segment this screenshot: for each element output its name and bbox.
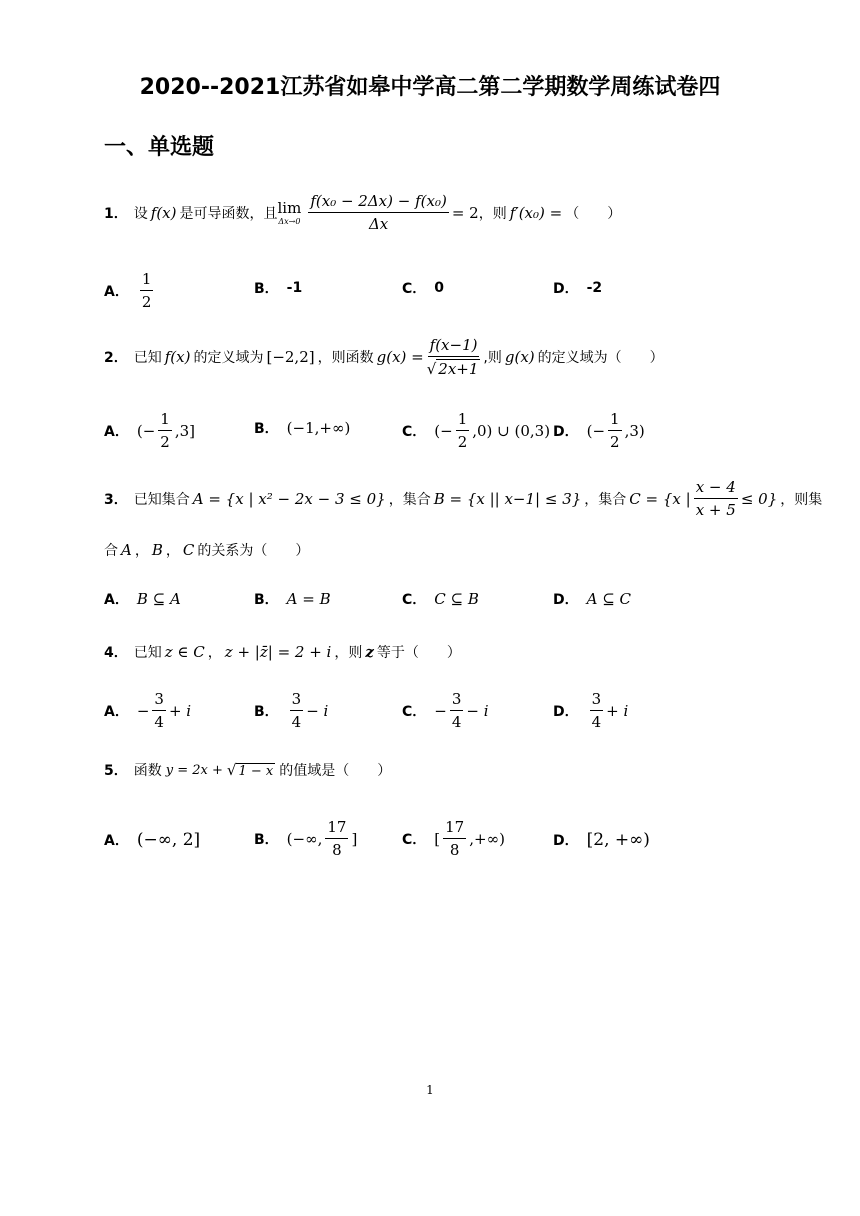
question-number: 4． — [104, 645, 128, 661]
q5-option-c[interactable]: C． [ $\frac{17}{8}$ ,+∞) — [402, 818, 505, 859]
question-3-line-2: 合 A ， B ， C 的关系为（ ） — [104, 541, 310, 559]
question-number: 5． — [104, 763, 128, 779]
q5-text-2: 的值域是（ ） — [279, 763, 392, 779]
q1-fx: f(x) — [150, 203, 177, 222]
q2-option-d[interactable]: D． (− $\frac{1}{2}$ ,3) — [553, 410, 645, 451]
q2-text-5: 的定义域为（ ） — [537, 350, 664, 366]
q1-blank: （ ） — [565, 205, 622, 222]
question-2 — [104, 336, 664, 378]
q1-option-a-fraction: $\frac{1}{2}$ — [141, 270, 152, 311]
q5-function: y = 2x + — [165, 762, 223, 778]
question-5 — [104, 760, 391, 780]
q3-text-2: ，集合 — [388, 491, 431, 508]
q2-gx-2: g(x) — [504, 348, 535, 366]
q2-text: 已知 — [133, 350, 162, 366]
question-3 — [104, 478, 822, 519]
q2-option-c-fraction: $\frac{1}{2}$ — [457, 410, 468, 451]
q2-option-d-fraction: $\frac{1}{2}$ — [610, 410, 620, 451]
q4-option-a-fraction: $\frac{3}{4}$ — [154, 690, 164, 731]
q3-option-c[interactable]: C． C ⊆ B — [402, 590, 479, 608]
q4-z-in-c: z ∈ C — [164, 643, 205, 661]
q3-option-d[interactable]: D． A ⊆ C — [553, 590, 632, 608]
q4-option-b[interactable]: B． $\frac{3}{4}$ − i — [254, 690, 329, 731]
page-title: 2020--2021江苏省如皋中学高二第二学期数学周练试卷四 — [139, 75, 721, 100]
question-number: 2． — [104, 350, 128, 366]
q3-c: C — [182, 541, 195, 559]
page-number: 1 — [426, 1083, 434, 1097]
q1-option-c[interactable]: C． 0 — [402, 280, 445, 297]
q2-domain: [−2,2] — [266, 348, 315, 366]
q4-equation: z + |z̄| = 2 + i — [224, 643, 332, 661]
question-1 — [104, 192, 621, 233]
q3-text-3: ，集合 — [584, 491, 627, 508]
q4-option-d-fraction: $\frac{3}{4}$ — [591, 690, 602, 731]
q2-gx: g(x) = — [376, 348, 424, 366]
q4-option-c[interactable]: C． − $\frac{3}{4}$ − i — [402, 690, 489, 731]
q2-text-4: ,则 — [483, 350, 502, 366]
q4-z: z — [365, 643, 374, 661]
q2-option-c[interactable]: C． (− $\frac{1}{2}$ ,0) ∪ (0,3) — [402, 410, 551, 451]
q3-set-b: B = {x || x−1| ≤ 3} — [433, 489, 582, 508]
q1-equals: = 2 — [451, 203, 479, 222]
q1-derivative: f′(x₀) = — [509, 203, 563, 222]
q2-text-2: 的定义域为 — [193, 350, 264, 366]
q3-text: 已知集合 — [133, 491, 190, 508]
q3-set-c-tail: ≤ 0} — [740, 489, 778, 508]
q4-text: 已知 — [133, 645, 162, 661]
q1-option-a[interactable]: A． $\frac{1}{2}$ — [104, 270, 152, 311]
q4-option-d[interactable]: D． $\frac{3}{4}$ + i — [553, 690, 629, 731]
q4-option-c-fraction: $\frac{3}{4}$ — [451, 690, 462, 731]
q3-option-a[interactable]: A． B ⊆ A — [104, 590, 181, 608]
q5-option-b-fraction: $\frac{17}{8}$ — [327, 818, 347, 859]
q4-text-3: ，则 — [334, 645, 363, 661]
q1-option-d[interactable]: D． -2 — [553, 280, 603, 297]
q5-option-b[interactable]: B． (−∞, $\frac{17}{8}$ ] — [254, 818, 358, 859]
q4-text-2: ， — [207, 645, 222, 661]
q2-option-a-fraction: $\frac{1}{2}$ — [160, 410, 170, 451]
q5-option-c-fraction: $\frac{17}{8}$ — [445, 818, 465, 859]
q3-option-b[interactable]: B． A = B — [254, 590, 331, 608]
q3-b: B — [151, 541, 163, 559]
q1-limit: lim Δx→0 — [277, 199, 302, 226]
question-number: 1． — [104, 205, 128, 222]
q3-set-c-fraction: $\frac{x - 4}{x + 5}$ — [695, 478, 736, 519]
q3-set-a: A = {x | x² − 2x − 3 ≤ 0} — [192, 489, 386, 508]
q3-set-c: C = {x | — [629, 489, 691, 508]
q1-text-2: 是可导函数，且 — [179, 205, 278, 222]
q3-text-6: 的关系为（ ） — [197, 543, 310, 559]
q1-fraction: $\frac{\text{f(x₀ − 2Δx) − f(x₀)}}{\Delta x}$ — [310, 192, 447, 233]
q4-text-4: 等于（ ） — [376, 645, 461, 661]
q1-text-3: ，则 — [478, 205, 507, 222]
q3-text-4: ，则集 — [780, 491, 823, 508]
q3-text-5: 合 — [104, 543, 118, 559]
q1-option-b[interactable]: B． -1 — [254, 280, 303, 297]
q2-option-a[interactable]: A． (− $\frac{1}{2}$ ,3] — [104, 410, 195, 451]
q1-text: 设 — [133, 205, 148, 222]
q5-text: 函数 — [133, 763, 162, 779]
q5-option-a[interactable]: A． (−∞, 2] — [104, 830, 201, 850]
q4-option-a[interactable]: A． − $\frac{3}{4}$ + i — [104, 690, 192, 731]
q4-option-b-fraction: $\frac{3}{4}$ — [291, 690, 302, 731]
q5-option-d[interactable]: D． [2, +∞) — [553, 830, 650, 850]
q2-option-b[interactable]: B． (−1,+∞) — [254, 419, 351, 437]
question-number: 3． — [104, 491, 128, 508]
q2-fraction: f(x−1) √ 2x+1 — [426, 336, 479, 378]
q3-a: A — [121, 541, 132, 559]
q5-radical: √ 1 − x — [226, 761, 274, 779]
q2-text-3: ，则函数 — [317, 350, 374, 366]
section-heading: 一、单选题 — [104, 135, 215, 160]
q2-fx: f(x) — [164, 348, 191, 366]
question-4 — [104, 642, 461, 662]
